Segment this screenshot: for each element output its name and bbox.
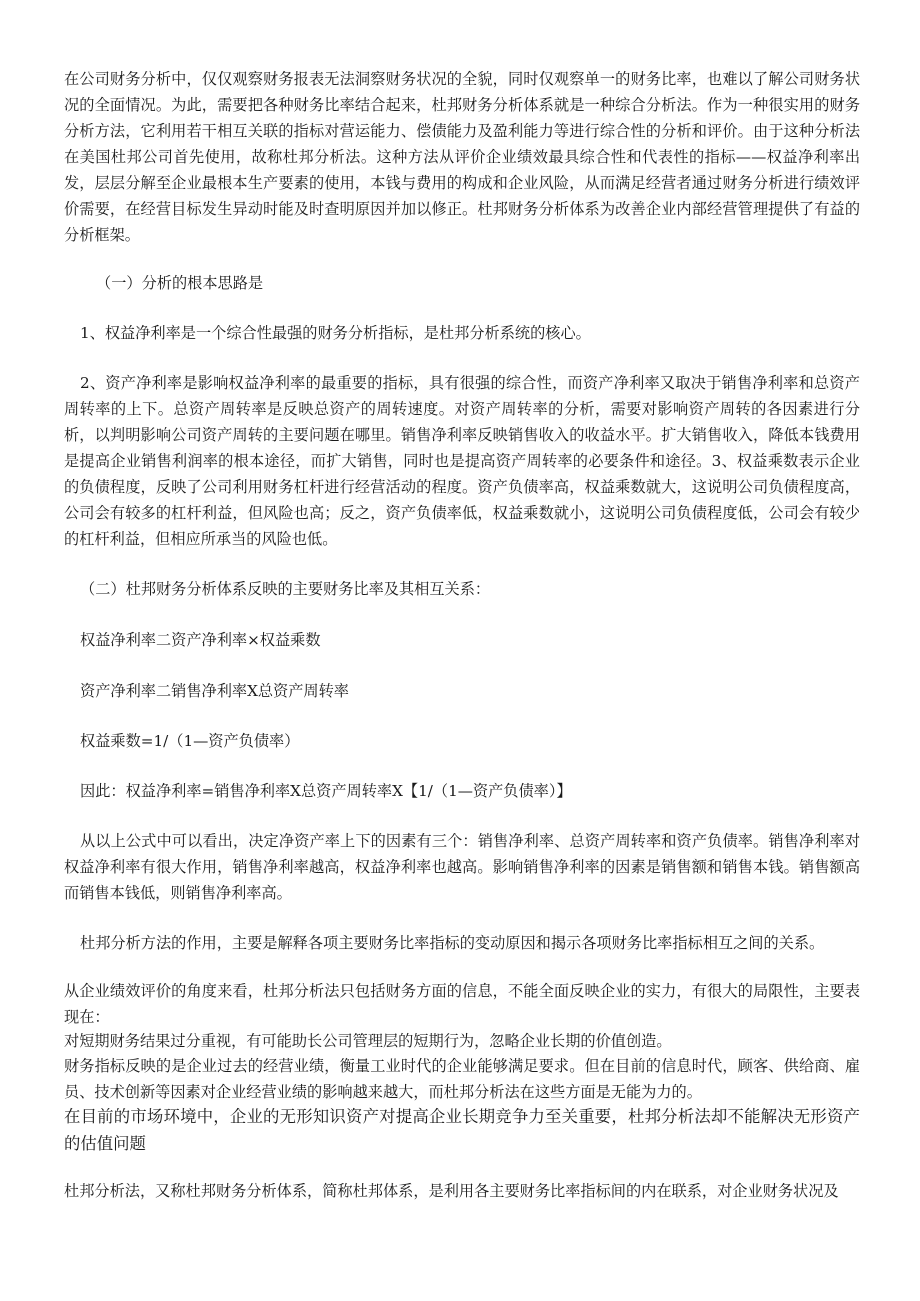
formula-3: 权益乘数=1/（1—资产负债率） xyxy=(80,732,300,750)
formula-1: 权益净利率二资产净利率×权益乘数 xyxy=(80,631,321,649)
factors-paragraph: 从以上公式中可以看出，决定净资产率上下的因素有三个：销售净利率、总资产周转率和资产负债率。销售净利率对权益净利率有很大作用，销售净利率越高，权益净利率也越高。影响销售净利率的因素是销售额和销售本钱。销售额高而销售本钱低，则销售净利率高。 xyxy=(64,832,860,902)
limitation-1: 对短期财务结果过分重视，有可能助长公司管理层的短期行为，忽略企业长期的价值创造。 xyxy=(64,1032,672,1050)
formula-2: 资产净利率二销售净利率X总资产周转率 xyxy=(80,682,349,700)
limitation-3: 在目前的市场环境中，企业的无形知识资产对提高企业长期竞争力至关重要，杜邦分析法却不能解决无形资产的估值问题 xyxy=(64,1107,860,1153)
intro-paragraph: 在公司财务分析中，仅仅观察财务报表无法洞察财务状况的全貌，同时仅观察单一的财务比率，也难以了解公司财务状况的全面情况。为此，需要把各种财务比率结合起来，杜邦财务分析体系就是一种综合分析法。作为一种很实用的财务分析方法，它利用若干相互关联的指标对营运能力、偿债能力及盈利能力等进行综合性的分析和评价。由于这种分析法在美国杜邦公司首先使用，故称杜邦分析法。这种方法从评价企业绩效最具综合性和代表性的指标——权益净利率出发，层层分解至企业最根本生产要素的使用，本钱与费用的构成和企业风险，从而满足经营者通过财务分析进行绩效评价需要，在经营目标发生异动时能及时查明原因并加以修正。杜邦财务分析体系为改善企业内部经营管理提供了有益的分析框架。 xyxy=(64,70,860,244)
role-paragraph: 杜邦分析方法的作用，主要是解释各项主要财务比率指标的变动原因和揭示各项财务比率指标相互之间的关系。 xyxy=(80,934,825,952)
definition-paragraph: 杜邦分析法，又称杜邦财务分析体系，简称杜邦体系，是利用各主要财务比率指标间的内在联系，对企业财务状况及 xyxy=(64,1182,839,1200)
point-2-paragraph: 2、资产净利率是影响权益净利率的最重要的指标，具有很强的综合性，而资产净利率又取决于销售净利率和总资产周转率的上下。总资产周转率是反映总资产的周转速度。对资产周转率的分析，需要对影响资产周转的各因素进行分析，以判明影响公司资产周转的主要问题在哪里。销售净利率反映销售收入的收益水平。扩大销售收入，降低本钱费用是提高企业销售利润率的根本途径，而扩大销售，同时也是提高资产周转率的必要条件和途径。3、权益乘数表示企业的负债程度，反映了公司利用财务杠杆进行经营活动的程度。资产负债率高，权益乘数就大，这说明公司负债程度高，公司会有较多的杠杆利益，但风险也高；反之，资产负债率低，权益乘数就小，这说明公司负债程度低，公司会有较少的杠杆利益，但相应所承当的风险也低。 xyxy=(64,374,860,548)
limitations-intro: 从企业绩效评价的角度来看，杜邦分析法只包括财务方面的信息，不能全面反映企业的实力，有很大的局限性，主要表现在： xyxy=(64,982,860,1026)
section-heading-2: （二）杜邦财务分析体系反映的主要财务比率及其相互关系： xyxy=(80,580,491,598)
point-1-paragraph: 1、权益净利率是一个综合性最强的财务分析指标，是杜邦分析系统的核心。 xyxy=(80,324,591,342)
limitation-2: 财务指标反映的是企业过去的经营业绩，衡量工业时代的企业能够满足要求。但在目前的信息时代，顾客、供给商、雇员、技术创新等因素对企业经营业绩的影响越来越大，而杜邦分析法在这些方面是无能为力的。 xyxy=(64,1057,860,1101)
section-heading-1: （一）分析的根本思路是 xyxy=(96,274,264,292)
formula-4: 因此：权益净利率=销售净利率X总资产周转率X【1/（1—资产负债率）】 xyxy=(80,782,572,800)
